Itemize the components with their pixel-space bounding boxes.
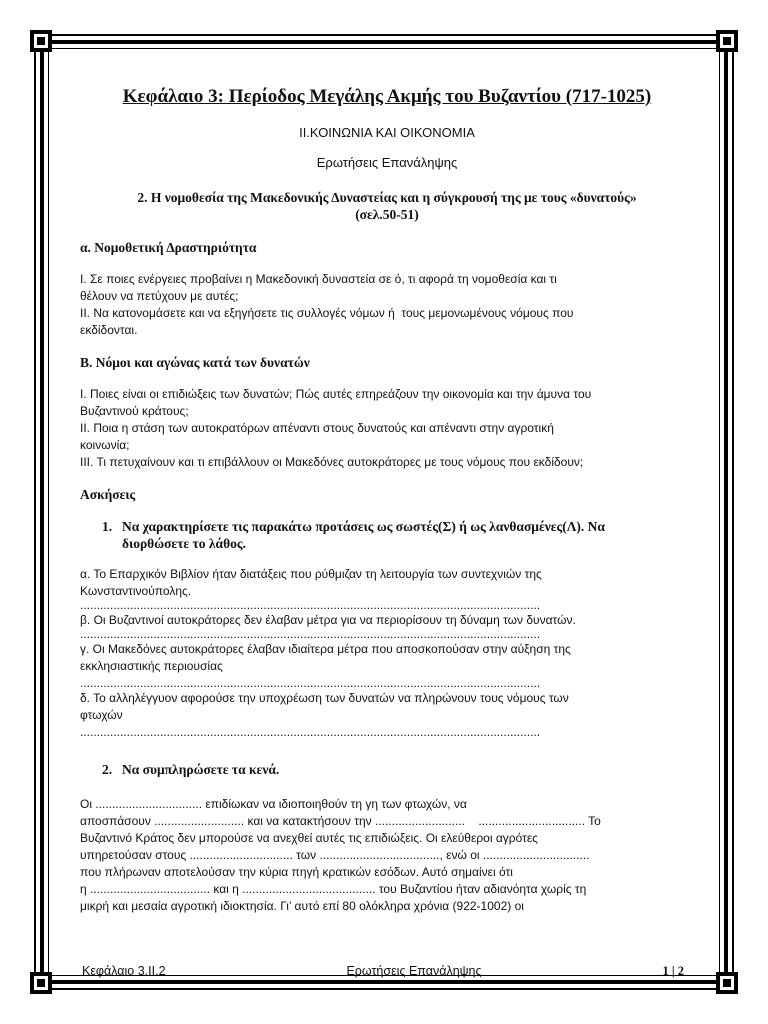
part-b-question-2-line-1: ΙΙ. Ποια η στάση των αυτοκρατόρων απέναντι στους δυνατούς και απέναντι στην αγροτική bbox=[80, 421, 554, 435]
statement-c-line-1: γ. Οι Μακεδόνες αυτοκράτορες έλαβαν ιδιαίτερα μέτρα που αποσκοπούσαν στην αύξηση της bbox=[80, 642, 571, 656]
part-a-heading: α. Νομοθετική Δραστηριότητα bbox=[80, 240, 257, 255]
corner-ornament-top-left bbox=[30, 30, 52, 52]
exercise-1-instruction-line-2: διορθώσετε το λάθος. bbox=[122, 536, 246, 551]
fill-in-line-6[interactable]: η .................................... και η ........................................ του Βυζαντίου ήταν αδιανόητα χωρίς τη bbox=[80, 882, 587, 896]
exercise-1-heading bbox=[102, 518, 694, 552]
statement-b: β. Οι Βυζαντινοί αυτοκράτορες δεν έλαβαν μέτρα για να περιορίσουν τη δύναμη των δυνατών. bbox=[80, 613, 576, 627]
fill-in-line-3: Βυζαντινό Κράτος δεν μπορούσε να ανεχθεί αυτές τις επιδιώξεις. Οι ελεύθεροι αγρότες bbox=[80, 831, 538, 845]
lesson-heading-line: 2. Η νομοθεσία της Μακεδονικής Δυναστείας και η σύγκρουσή της με τους «δυνατούς» bbox=[137, 190, 637, 205]
lesson-pages: (σελ.50-51) bbox=[355, 207, 419, 222]
footer-title: Ερωτήσεις Επανάληψης bbox=[346, 964, 482, 978]
fill-in-line-7: μικρή και μεσαία αγροτική ιδιοκτησία. Γι’ αυτό επί 80 ολόκληρα χρόνια (922-1002) οι bbox=[80, 899, 524, 913]
answer-line-b[interactable]: .......................................................................................................................................... bbox=[80, 629, 541, 641]
page-footer bbox=[82, 964, 684, 979]
part-b-question-3: ΙΙΙ. Τι πετυχαίνουν και τι επιβάλλουν οι Μακεδόνες αυτοκράτορες με τους νόμους που εκδίδουν; bbox=[80, 455, 584, 469]
statement-d-line-1: δ. Το αλληλέγγυον αφορούσε την υποχρέωση των δυνατών να πληρώνουν τους νόμους των bbox=[80, 691, 569, 705]
exercise-2-heading bbox=[102, 761, 694, 778]
fill-in-line-2[interactable]: αποσπάσουν ........................... και να κατακτήσουν την ........................... ................................ Το bbox=[80, 814, 601, 828]
part-b-question-1-line-1: Ι. Ποιες είναι οι επιδιώξεις των δυνατών; Πώς αυτές επηρεάζουν την οικονομία και την άμυνα του bbox=[80, 387, 592, 401]
statement-a-line-2: Κωνσταντινούπολης. bbox=[80, 584, 192, 598]
page-number: 1 | 2 bbox=[662, 964, 684, 978]
exercise-1-instruction-line-1: Να χαρακτηρίσετε τις παρακάτω προτάσεις ως σωστές(Σ) ή ως λανθασμένες(Λ). Να bbox=[122, 519, 605, 534]
part-b-heading: Β. Νόμοι και αγώνας κατά των δυνατών bbox=[80, 355, 310, 370]
answer-line-d[interactable]: .......................................................................................................................................... bbox=[80, 727, 541, 739]
corner-ornament-top-right bbox=[716, 30, 738, 52]
part-b-question-1-line-2: Βυζαντινού κράτους; bbox=[80, 404, 189, 418]
statement-c-line-2: εκκλησιαστικής περιουσίας bbox=[80, 659, 223, 673]
exercise-1-number: 1. bbox=[102, 519, 113, 534]
corner-ornament-bottom-left bbox=[30, 972, 52, 994]
part-a-question-1-line-2: θέλουν να πετύχουν με αυτές; bbox=[80, 289, 239, 303]
fill-in-line-1[interactable]: Οι ................................ επιδίωκαν να ιδιοποιηθούν τη γη των φτωχών, να bbox=[80, 797, 467, 811]
document-title: Κεφάλαιο 3: Περίοδος Μεγάλης Ακμής του Βυζαντίου (717-1025) bbox=[122, 86, 652, 107]
exercise-2-number: 2. bbox=[102, 762, 113, 777]
document-subtitle: Ερωτήσεις Επανάληψης bbox=[316, 155, 458, 170]
corner-ornament-bottom-right bbox=[716, 972, 738, 994]
section-title: ΙΙ.ΚΟΙΝΩΝΙΑ ΚΑΙ ΟΙΚΟΝΟΜΙΑ bbox=[299, 125, 475, 140]
part-b-question-2-line-2: κοινωνία; bbox=[80, 438, 130, 452]
fill-in-line-4[interactable]: υπηρετούσαν στους ............................... των ...................................., ενώ οι ................................ bbox=[80, 848, 590, 862]
fill-in-line-5: που πλήρωναν αποτελούσαν την κύρια πηγή κρατικών εσόδων. Αυτό σημαίνει ότι bbox=[80, 865, 513, 879]
statement-a-line-1: α. Το Επαρχικόν Βιβλίον ήταν διατάξεις που ρύθμιζαν τη λειτουργία των συντεχνιών της bbox=[80, 567, 542, 581]
document-body bbox=[80, 86, 694, 915]
part-a-question-1-line-1: Ι. Σε ποιες ενέργειες προβαίνει η Μακεδονική δυναστεία σε ό, τι αφορά τη νομοθεσία και τι bbox=[80, 272, 557, 286]
footer-chapter: Κεφάλαιο 3.ΙΙ.2 bbox=[82, 964, 166, 978]
answer-line-a[interactable]: .......................................................................................................................................... bbox=[80, 600, 541, 612]
answer-line-c[interactable]: .......................................................................................................................................... bbox=[80, 678, 541, 690]
part-a-question-2-line-1: ΙΙ. Να κατονομάσετε και να εξηγήσετε τις συλλογές νόμων ή τους μεμονωμένους νόμους που bbox=[80, 306, 574, 320]
statement-d-line-2: φτωχών bbox=[80, 708, 123, 722]
lesson-heading bbox=[80, 189, 694, 223]
exercises-heading: Ασκήσεις bbox=[80, 487, 136, 502]
exercise-2-instruction: Να συμπληρώσετε τα κενά. bbox=[122, 762, 280, 777]
part-a-question-2-line-2: εκδίδονται. bbox=[80, 323, 138, 337]
